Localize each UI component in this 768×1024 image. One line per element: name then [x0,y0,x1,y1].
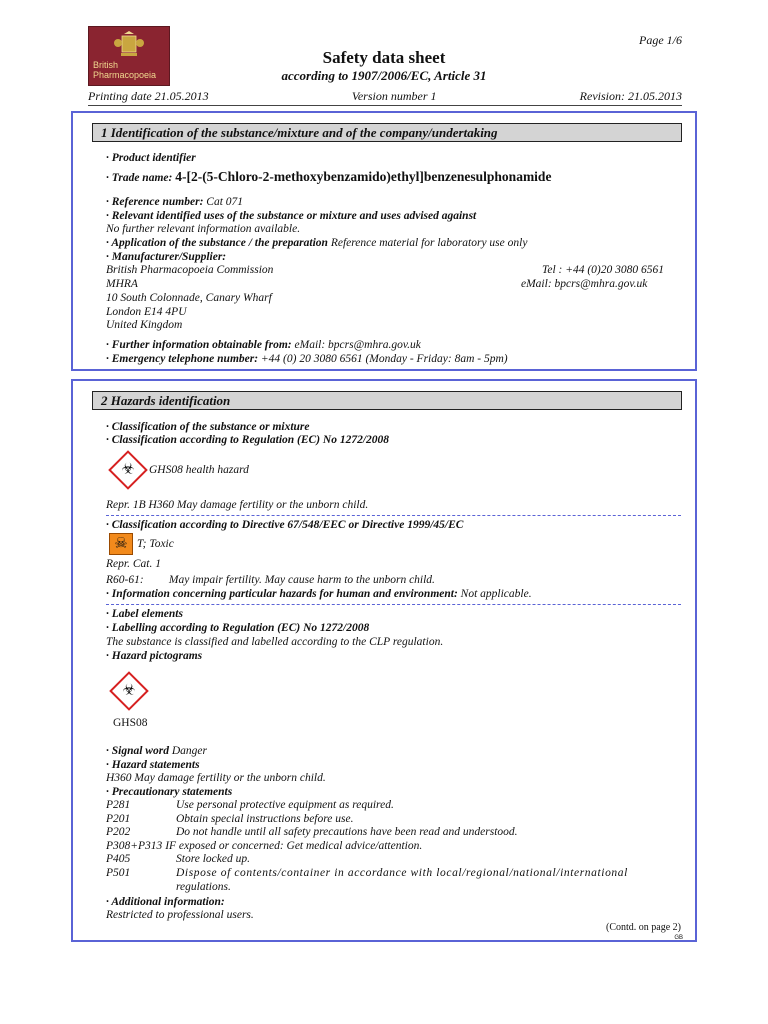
relevant-uses-label: · Relevant identified uses of the substance or mixture and uses advised against [106,210,477,222]
section-2 [71,379,697,942]
hazard-statements-label: · Hazard statements [106,759,200,771]
r-code: R60-61: [106,574,144,586]
revision-date: Revision: 21.05.2013 [579,89,682,103]
precautionary-list [106,799,628,894]
printing-date: Printing date 21.05.2013 [88,89,209,103]
country-code: GB [674,935,683,941]
section-1 [71,111,697,371]
address-line: British Pharmacopoeia Commission [106,264,274,276]
further-info-value[interactable]: eMail: bpcrs@mhra.gov.uk [294,339,421,351]
application-value: Reference material for laboratory use only [330,237,528,249]
further-info-label: · Further information obtainable from: [106,339,292,351]
trade-name-label: · Trade name: [106,172,173,184]
classification-label: · Classification of the substance or mixture [106,421,310,433]
r-text: May impair fertility. May cause harm to the unborn child. [168,574,435,586]
clp-classification-label: · Classification according to Regulation (EC) No 1272/2008 [106,434,390,446]
repr-classification: Repr. 1B H360 May damage fertility or the unborn child. [106,499,369,511]
divider [106,604,681,605]
signal-word-label: · Signal word [106,745,169,757]
product-identifier-label: · Product identifier [106,152,196,164]
toxic-text: T; Toxic [137,538,174,550]
section-2-heading: 2 Hazards identification [92,391,682,410]
precautionary-row: P281 Use personal protective equipment as required. [106,799,394,811]
logo-text-british: British [93,60,119,70]
address-line: 10 South Colonnade, Canary Wharf [106,292,272,304]
section-1-heading: 1 Identification of the substance/mixture and of the company/undertaking [92,123,682,142]
precautionary-row: P202 Do not handle until all safety precautions have been read and understood. [106,826,518,839]
signal-word-value: Danger [171,745,207,757]
relevant-uses-value: No further relevant information available. [106,223,301,235]
page-number: Page 1/6 [639,33,682,47]
repr-cat: Repr. Cat. 1 [106,558,161,570]
logo-text-pharmacopoeia: Pharmacopoeia [93,70,157,80]
header-rule [88,105,682,106]
hazard-statement: H360 May damage fertility or the unborn child. [106,772,326,784]
labelling-label: · Labelling according to Regulation (EC) No 1272/2008 [106,622,370,634]
supplier-telephone: Tel : +44 (0)20 3080 6561 [542,264,665,276]
emergency-phone-value: +44 (0) 20 3080 6561 (Monday - Friday: 8am - 5pm) [260,353,508,365]
additional-info-label: · Additional information: [106,896,225,908]
ghs08-health-hazard-icon: ☣ [108,450,148,490]
continued-note: (Contd. on page 2) [606,922,681,933]
meta-row [88,89,682,104]
ghs08-pictogram-icon: ☣ [109,671,149,711]
pictogram-caption: GHS08 [113,717,148,729]
divider [106,515,681,516]
labelling-value: The substance is classified and labelled according to the CLP regulation. [106,636,444,648]
directive-classification-label: · Classification according to Directive 67/548/EEC or Directive 1999/45/EC [106,519,464,531]
reference-number-value: Cat 071 [206,196,244,208]
version-number: Version number 1 [351,89,437,103]
address-line: MHRA [106,278,138,290]
reference-number-label: · Reference number: [106,196,204,208]
particular-hazards-label: · Information concerning particular hazards for human and environment: [106,588,458,600]
additional-info-value: Restricted to professional users. [106,909,254,921]
document-title: Safety data sheet [322,48,446,67]
precautionary-row: P308+P313 IF exposed or concerned: Get medical advice/attention. [106,839,423,852]
ghs08-text: GHS08 health hazard [149,464,249,476]
document-subtitle: according to 1907/2006/EC, Article 31 [281,68,487,83]
application-label: · Application of the substance / the preparation [106,237,328,249]
manufacturer-label: · Manufacturer/Supplier: [106,251,227,263]
toxic-skull-icon: ☠ [109,533,133,555]
label-elements-label: · Label elements [106,608,183,620]
supplier-email: eMail: bpcrs@mhra.gov.uk [521,278,648,290]
precautionary-row: P405 Store locked up. [106,853,250,866]
hazard-pictograms-label: · Hazard pictograms [106,650,203,662]
address-line: United Kingdom [106,319,183,331]
precautionary-row: regulations. [176,880,231,893]
emergency-phone-label: · Emergency telephone number: [106,353,259,365]
precautionary-row: P201 Obtain special instructions before use. [106,812,354,825]
trade-name-value: 4-[2-(5-Chloro-2-methoxybenzamido)ethyl]benzenesulphonamide [175,169,552,184]
precautionary-label: · Precautionary statements [106,786,233,798]
particular-hazards-value: Not applicable. [460,588,532,600]
address-line: London E14 4PU [106,306,187,318]
precautionary-row: P501 Dispose of contents/container in accordance with local/regional/national/international [106,866,628,879]
